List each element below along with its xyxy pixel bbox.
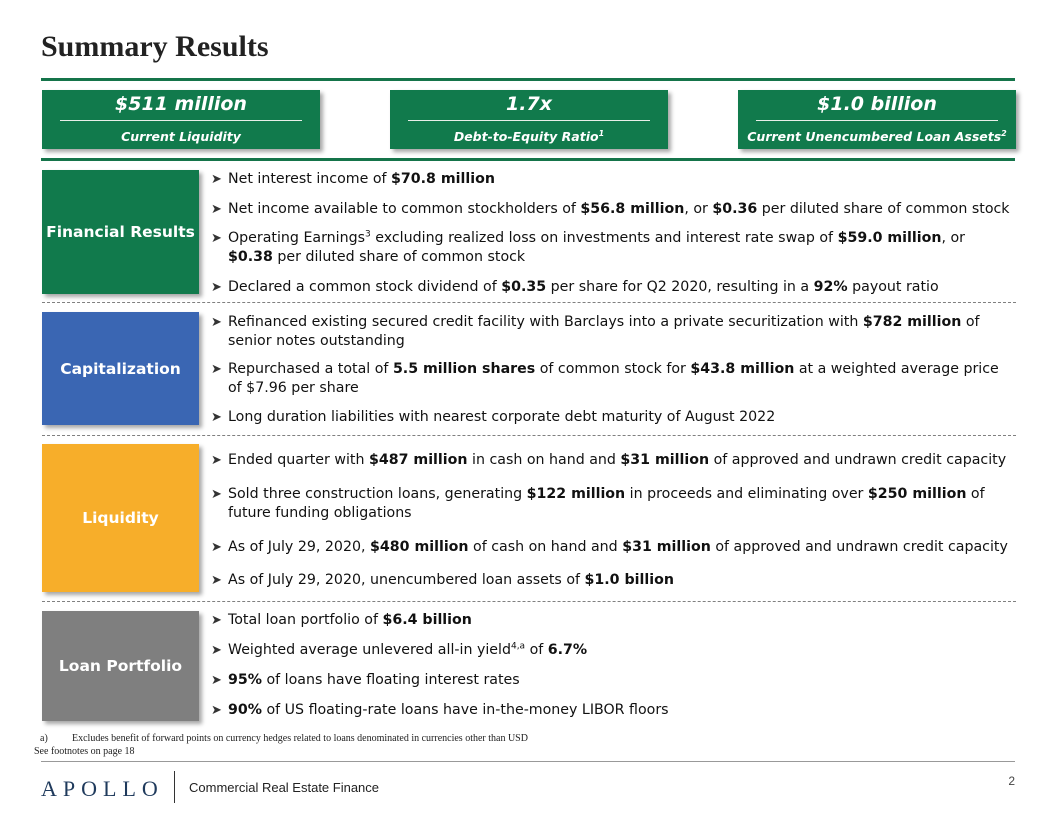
- kpi-label: Debt-to-Equity Ratio$^1$: [453, 129, 605, 145]
- arrow-bullet-icon: ➤: [211, 540, 222, 555]
- kpi-value: $1.0 billion: [817, 93, 937, 115]
- bullet-item: ➤ Refinanced existing secured credit facility with Barclays into a private securitization with $782 million of senior notes outstanding: [211, 314, 980, 349]
- arrow-bullet-icon: ➤: [211, 172, 222, 187]
- kpi-card-debt-equity: [390, 90, 668, 149]
- section-divider: [42, 435, 1016, 436]
- arrow-bullet-icon: ➤: [211, 231, 222, 246]
- bullet-item: ➤ 95% of loans have floating interest rates: [211, 672, 520, 688]
- arrow-bullet-icon: ➤: [211, 703, 222, 718]
- title-rule: [41, 78, 1015, 81]
- kpi-rule: [41, 158, 1015, 161]
- bullet-item: ➤ Net income available to common stockholders of $56.8 million, or $0.36 per diluted share of common stock: [211, 201, 1010, 217]
- apollo-logo: APOLLO: [41, 776, 164, 801]
- arrow-bullet-icon: ➤: [211, 202, 222, 217]
- kpi-card-liquidity: [42, 90, 320, 149]
- bullet-item: ➤ Declared a common stock dividend of $0.35 per share for Q2 2020, resulting in a 92% payout ratio: [211, 279, 939, 295]
- kpi-label: Current Unencumbered Loan Assets$^2$: [747, 129, 1007, 145]
- footnote-see: See footnotes on page 18: [34, 746, 135, 757]
- kpi-card-unencumbered: [738, 90, 1016, 149]
- arrow-bullet-icon: ➤: [211, 362, 222, 377]
- footnote-a: a) Excludes benefit of forward points on currency hedges related to loans denominated in currencies other than USD: [40, 733, 528, 744]
- arrow-bullet-icon: ➤: [211, 673, 222, 688]
- arrow-bullet-icon: ➤: [211, 280, 222, 295]
- kpi-value: $511 million: [115, 93, 247, 115]
- logo-separator: [174, 771, 175, 803]
- bullet-item: ➤ Long duration liabilities with nearest corporate debt maturity of August 2022: [211, 409, 776, 425]
- arrow-bullet-icon: ➤: [211, 643, 222, 658]
- bullet-item: ➤ Sold three construction loans, generating $122 million in proceeds and eliminating over $250 million of future funding obligations: [211, 486, 985, 521]
- bullet-item: ➤ Total loan portfolio of $6.4 billion: [211, 612, 472, 628]
- footer-rule: [41, 761, 1015, 762]
- bullet-item: ➤ Ended quarter with $487 million in cash on hand and $31 million of approved and undrawn credit capacity: [211, 452, 1007, 468]
- category-capitalization: Capitalization: [42, 312, 199, 425]
- arrow-bullet-icon: ➤: [211, 410, 222, 425]
- category-liquidity: Liquidity: [42, 444, 199, 592]
- bullet-item: ➤ Operating Earnings$^3$ excluding realized loss on investments and interest rate swap of $59.0 million, or $0.38 per diluted share of common stock: [211, 229, 966, 265]
- kpi-value: 1.7x: [506, 93, 552, 115]
- footer-text: Commercial Real Estate Finance: [189, 780, 380, 795]
- category-financial-results: Financial Results: [42, 170, 199, 294]
- bullet-item: ➤ As of July 29, 2020, $480 million of cash on hand and $31 million of approved and undrawn credit capacity: [211, 539, 1008, 555]
- category-loan-portfolio: Loan Portfolio: [42, 611, 199, 721]
- page-number: 2: [1008, 774, 1015, 788]
- page-title: Summary Results: [41, 30, 269, 63]
- bullet-item: ➤ Repurchased a total of 5.5 million shares of common stock for $43.8 million at a weighted average price of $7.96 per share: [211, 361, 999, 396]
- arrow-bullet-icon: ➤: [211, 613, 222, 628]
- bullet-item: ➤ Weighted average unlevered all-in yield$^{4,a}$ of 6.7%: [211, 641, 588, 658]
- section-divider: [42, 601, 1016, 602]
- arrow-bullet-icon: ➤: [211, 573, 222, 588]
- bullet-item: ➤ Net interest income of $70.8 million: [211, 171, 495, 187]
- arrow-bullet-icon: ➤: [211, 487, 222, 502]
- bullet-item: ➤ As of July 29, 2020, unencumbered loan assets of $1.0 billion: [211, 572, 674, 588]
- kpi-label: Current Liquidity: [121, 129, 241, 145]
- arrow-bullet-icon: ➤: [211, 453, 222, 468]
- arrow-bullet-icon: ➤: [211, 315, 222, 330]
- bullet-item: ➤ 90% of US floating-rate loans have in-the-money LIBOR floors: [211, 702, 669, 718]
- section-divider: [42, 302, 1016, 303]
